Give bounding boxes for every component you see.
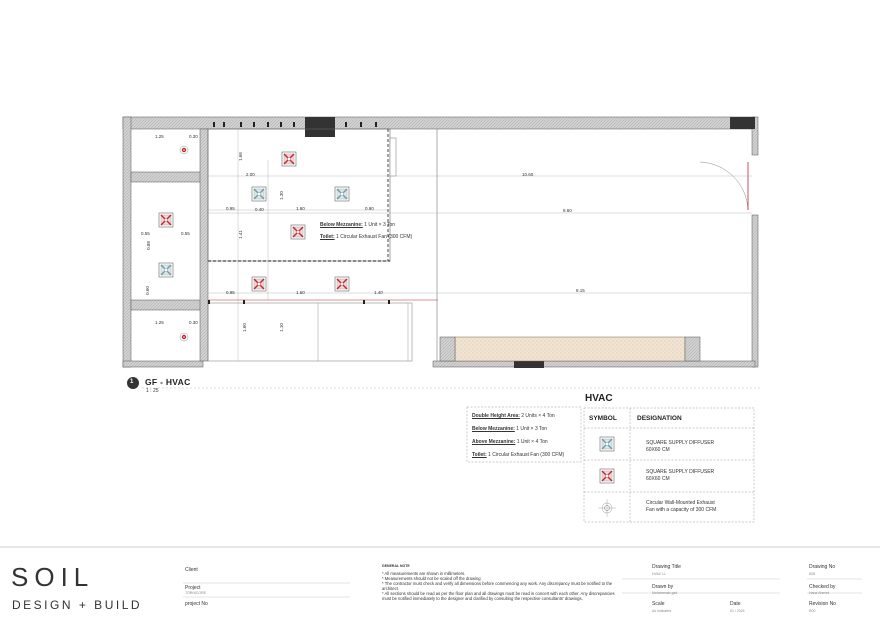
dim-label: 1.10 [278, 323, 284, 332]
summary-row: Toilet: 1 Circular Exhaust Fan (300 CFM) [472, 452, 565, 458]
notes-heading: GENERAL NOTE [382, 564, 410, 568]
project-value: TORNICORE [185, 591, 206, 595]
dim-label: 1.60 [241, 323, 247, 332]
dim-label: 1.60 [296, 206, 305, 211]
legend-row-designation: SQUARE SUPPLY DIFFUSER 60X60 CM [646, 440, 715, 453]
exhaust-fan-icon [180, 146, 188, 154]
legend-red-diffuser-icon [600, 469, 614, 483]
dim-label: 0.88 [145, 241, 151, 250]
dim-label: 0.30 [189, 134, 198, 139]
supply-diffuser-red-icon [291, 225, 305, 239]
legend-row-designation: SQUARE SUPPLY DIFFUSER 60X60 CM [646, 469, 715, 482]
legend-blue-diffuser-icon [600, 437, 614, 451]
supply-diffuser-blue-icon [159, 263, 173, 277]
general-notes: * All measurements are shown in millimeters. * Measurements should not be scaled off the drawing * The contractor must check and verify all dimensions before commencing any work. Any discrepancy must be notified to the architect. * All sections should be read as per the floor plan and all drawings must be read in concert with each other. Any discrepancies must be notified immediately to the designer and clarified by consulting the respective consultants' drawings. [382, 571, 615, 601]
supply-diffuser-red-icon [282, 152, 296, 166]
supply-diffuser-blue-icon [252, 187, 266, 201]
project-label: Project [185, 585, 201, 591]
summary-row: Below Mezzanine: 1 Unit × 3 Ton [472, 426, 548, 432]
date-label: Date [730, 601, 741, 607]
dim-label: 1.66 [237, 152, 243, 161]
dim-label: 8.15 [576, 288, 585, 293]
supply-diffuser-red-icon [159, 213, 173, 227]
dim-label: 1.60 [296, 290, 305, 295]
client-label: Client [185, 567, 198, 573]
scale-label: Scale [652, 601, 665, 607]
project-no-label: project No [185, 601, 208, 607]
dim-label: 0.55 [181, 231, 190, 236]
drawing-no-value: A05 [809, 572, 816, 576]
supply-diffuser-red-icon [335, 277, 349, 291]
dim-label: 2.00 [246, 172, 255, 177]
legend-title: HVAC [585, 393, 613, 404]
dim-label: 1.25 [155, 134, 164, 139]
plan-title: GF - HVAC [145, 377, 191, 387]
checked-by-value: Hana Ahmed [809, 591, 830, 595]
drawn-by-value: Mohammad gad [652, 591, 678, 595]
dim-label: 0.95 [226, 290, 235, 295]
supply-diffuser-blue-icon [335, 187, 349, 201]
drawn-by-label: Drawn by [652, 584, 674, 590]
legend-col-symbol: SYMBOL [589, 415, 617, 422]
toilet-note: Toilet: 1 Circular Exhaust Fan (300 CFM) [320, 234, 413, 240]
revision-label: Revision No [809, 601, 836, 607]
scale-value: As indicated [652, 609, 672, 613]
logo-tagline: DESIGN + BUILD [12, 598, 143, 612]
dim-label: 0.60 [144, 286, 150, 295]
summary-row: Double Height Area: 2 Units × 4 Ton [472, 413, 555, 419]
mezz-note: Below Mezzanine: 1 Unit × 3 Ton [320, 222, 396, 228]
dim-label: 0.40 [255, 207, 264, 212]
dim-label: 0.95 [226, 206, 235, 211]
drawing-title-label: Drawing Title [652, 564, 681, 570]
dim-label: 1.40 [374, 290, 383, 295]
dim-label: 1.30 [278, 191, 284, 200]
supply-diffuser-red-icon [252, 277, 266, 291]
dim-label: 1.25 [155, 320, 164, 325]
exhaust-fan-icon [180, 333, 188, 341]
date-value: 01 / 2024 [730, 609, 745, 613]
logo-wordmark: SOIL [11, 562, 95, 592]
dim-label: 10.60 [522, 172, 534, 177]
dim-label: 0.55 [141, 231, 150, 236]
legend-exhaust-fan-icon [598, 499, 616, 517]
dim-label: 8.60 [563, 208, 572, 213]
dim-label: 0.30 [189, 320, 198, 325]
wall-top [123, 117, 755, 129]
drawing-no-label: Drawing No [809, 564, 836, 570]
checked-by-label: Checked by [809, 584, 836, 590]
revision-value: R00 [809, 609, 816, 613]
legend-row-designation: Circular Wall-Mounted Exhaust Fan with a capacity of 300 CFM [646, 500, 717, 513]
summary-row: Above Mezzanine: 1 Unit × 4 Ton [472, 439, 548, 445]
drawing-title-value: HVAC LL [652, 572, 667, 576]
wall-left [123, 117, 131, 367]
plan-scale: 1 : 25 [146, 388, 159, 394]
plan-number: 1 [130, 379, 134, 385]
legend-col-designation: DESIGNATION [637, 415, 682, 422]
dim-label: 0.90 [365, 206, 374, 211]
dim-label: 1.41 [237, 230, 243, 239]
